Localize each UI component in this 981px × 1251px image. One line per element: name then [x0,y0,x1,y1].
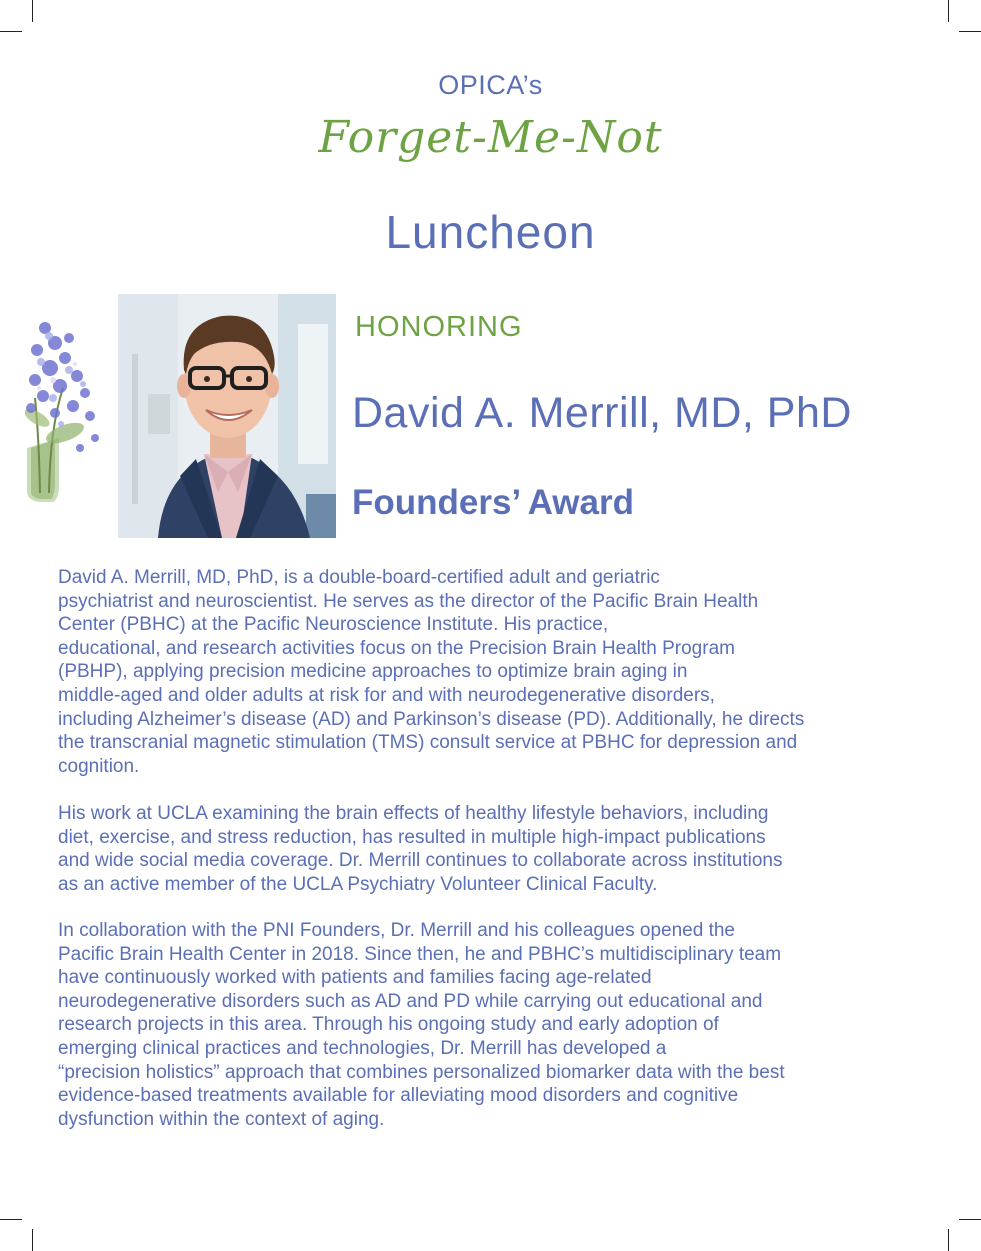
crop-mark [959,1219,981,1220]
crop-mark [959,31,981,32]
crop-mark [0,31,22,32]
bio-paragraph: In collaboration with the PNI Founders, Dr. Merrill and his colleagues opened the Pacific Brain Health Center in 2018. Since then, he and PBHC’s multidisciplinary team have continuously worked with patients and families facing age-related neurodegenerative disorders such as AD and PD while carrying out educational and research projects in this area. Through his ongoing study and early adoption of emerging clinical practices and technologies, Dr. Merrill has developed a “precision holistics” approach that combines personalized biomarker data with the best evidence-based treatments available for alleviating mood disorders and cognitive dysfunction within the context of aging. [58,920,785,1130]
crop-mark [948,1229,949,1251]
award-title: Founders’ Award [352,483,634,522]
watercolor-flowers-illustration [25,288,120,532]
crop-mark [32,1229,33,1251]
bio-paragraph: David A. Merrill, MD, PhD, is a double-board-certified adult and geriatric psychiatrist and neuroscientist. He serves as the director of the Pacific Brain Health Center (PBHC) at the Pacific Neuroscience Institute. His practice, educational, and research activities focus on the Precision Brain Health Program (PBHP), applying precision medicine approaches to optimize brain aging in middle-aged and older adults at risk for and with neurodegenerative disorders, including Alzheimer’s disease (AD) and Parkinson’s disease (PD). Additionally, he directs the transcranial magnetic stimulation (TMS) consult service at PBHC for depression and cognition. [58,567,805,777]
honoree-name: David A. Merrill, MD, PhD [352,389,852,437]
event-script-title: Forget-Me-Not [318,112,663,163]
crop-mark [0,1219,22,1220]
crop-mark [32,0,33,22]
crop-mark [948,0,949,22]
honoree-portrait-photo [118,294,336,538]
bio-paragraph: His work at UCLA examining the brain effects of healthy lifestyle behaviors, including diet, exercise, and stress reduction, has resulted in multiple high-impact publications and wide social media coverage. Dr. Merrill continues to collaborate across institutions as an active member of the UCLA Psychiatry Volunteer Clinical Faculty. [58,803,783,895]
event-title: Luncheon [385,206,596,258]
organization-name: OPICA’s [438,70,543,100]
honoring-label: HONORING [355,311,523,343]
